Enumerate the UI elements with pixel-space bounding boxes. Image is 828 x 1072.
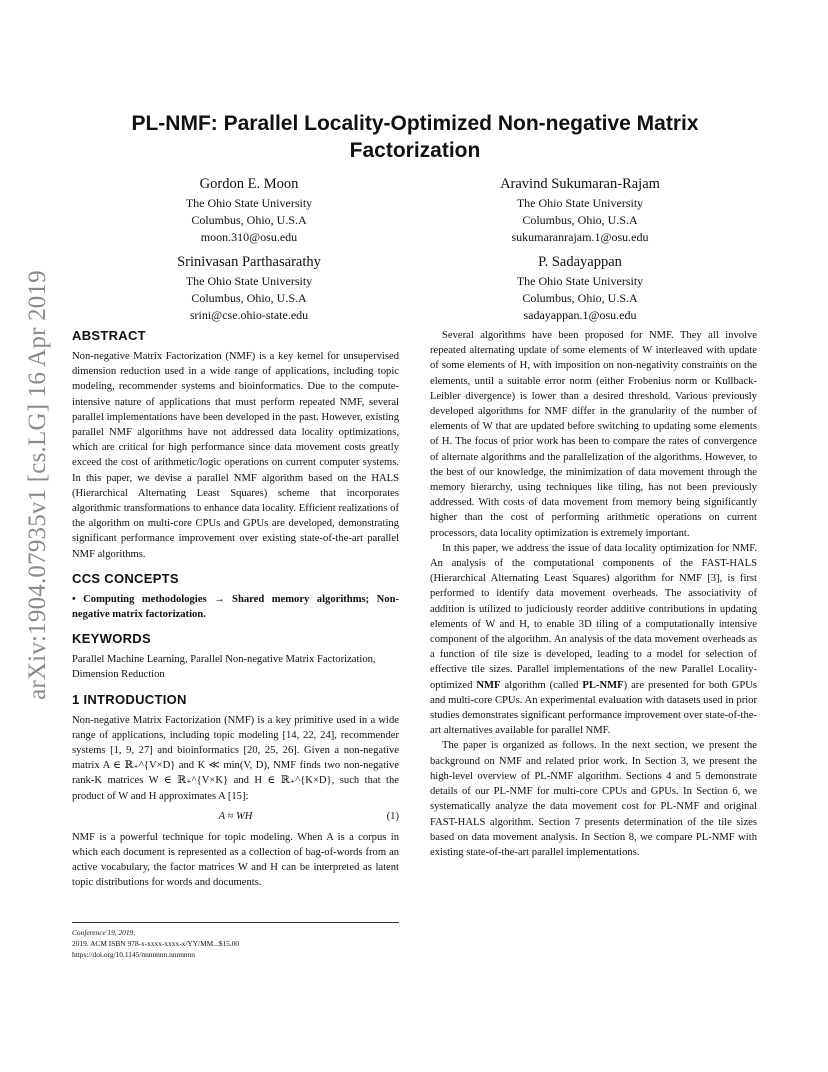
footnote-doi: https://doi.org/10.1145/nnnnnnn.nnnnnnn	[72, 950, 195, 959]
author-affiliation: The Ohio State University	[185, 274, 313, 288]
author-block-1	[114, 174, 384, 246]
author-email: sadayappan.1@osu.edu	[523, 308, 637, 322]
keywords-text: Parallel Machine Learning, Parallel Non-negative Matrix Factorization, Dimension Reduction	[72, 654, 376, 681]
author-location: Columbus, Ohio, U.S.A	[191, 213, 307, 227]
introduction-paragraph-2: NMF is a powerful technique for topic modeling. When A is a corpus in which each document is represented as a collection of bag-of-words from an active vocabulary, the factor matrices W and H can be interpreted as latent topic distributions for words and documents.	[72, 831, 399, 889]
right-paragraph-2-end: ) are presented for both GPUs and multi-core CPUs. An experimental evaluation with datasets used in prior studies demonstrates significant performance improvement over state-of-the-art alternatives available for parallel NMF.	[430, 679, 758, 737]
author-location: Columbus, Ohio, U.S.A	[522, 213, 638, 227]
right-paragraph-1: Several algorithms have been proposed for NMF. They all involve repeated alternating update of some elements of W interleaved with update of some elements of H, with imposition on non-negativity constraints on the elements, until a suitable error norm (either Frobenius norm or Kullback-Leibler divergence) is lower than a desired threshold. Various previously developed algorithms for NMF differ in the granularity of the number of elements of W that are updated before switching to updating some elements of H. The focus of prior work has been to compare the rates of convergence of alternate algorithms and the parallelization of the algorithms. However, to the best of our knowledge, the minimization of data movement through the memory hierarchy, using techniques like tiling, has not been previously addressed. With costs of data movement from memory being significantly higher than the cost of performing arithmetic operations on current processors, data locality optimization is extremely important.	[430, 330, 757, 539]
footnote	[72, 927, 399, 960]
ccs-heading: CCS CONCEPTS	[72, 570, 179, 586]
author-affiliation: The Ohio State University	[516, 274, 644, 288]
footnote-isbn: 2019. ACM ISBN 978-x-xxxx-xxxx-x/YY/MM...$15.00	[72, 939, 240, 948]
author-email: moon.310@osu.edu	[200, 230, 298, 244]
right-paragraph-2-start: In this paper, we address the issue of data locality optimization for NMF. An analysis of the computational components of the FAST-HALS (Hierarchical Alternating Least Squares) algorithm for NMF [3], is first performed to identify data movement overheads. The associativity of addition is utilized to judiciously reorder additive contributions in updating elements of W and H, to enable 3D tiling of a computationally intensive component of the algorithm. An analysis of the data movement overheads as a function of tile size is developed, leading to a model for selection of effective tile sizes. Parallel implementations of the new Parallel Locality-optimized	[430, 542, 757, 691]
introduction-paragraph-1: Non-negative Matrix Factorization (NMF) is a key primitive used in a wide range of applications, including topic modeling [14, 22, 24], recommender systems [1, 9, 27] and bioinformatics [20, 25, 26]. Given a non-negative matrix A ∈ ℝ₊^{V×D} and K ≪ min(V, D), NMF finds two non-negative rank-K matrices W ∈ ℝ₊^{V×K} and H ∈ ℝ₊^{K×D}, such that the product of W and H approximates A [15]:	[72, 714, 399, 802]
author-affiliation: The Ohio State University	[185, 196, 313, 210]
right-paragraph-2-bold-nmf: NMF	[476, 679, 501, 691]
footnote-rule	[72, 922, 399, 923]
equation-expression: A ≈ WH	[218, 810, 253, 822]
author-location: Columbus, Ohio, U.S.A	[191, 291, 307, 305]
author-name: Srinivasan Parthasarathy	[177, 254, 321, 270]
author-name: P. Sadayappan	[538, 254, 622, 270]
author-block-2	[445, 174, 715, 246]
footnote-conference: Conference'19, 2019,	[72, 928, 136, 937]
equation-number: (1)	[386, 810, 399, 822]
author-name: Gordon E. Moon	[199, 176, 299, 192]
right-paragraph-2-mid: algorithm (called	[500, 679, 583, 691]
author-email: sukumaranrajam.1@osu.edu	[511, 230, 649, 244]
right-column	[430, 328, 757, 860]
keywords-heading: KEYWORDS	[72, 631, 151, 647]
author-affiliation: The Ohio State University	[516, 196, 644, 210]
arxiv-stamp-text: arXiv:1904.07935v1 [cs.LG] 16 Apr 2019	[24, 270, 51, 700]
right-paragraph-2	[430, 541, 757, 739]
author-block-3	[114, 252, 384, 324]
author-location: Columbus, Ohio, U.S.A	[522, 291, 638, 305]
equation-1	[72, 808, 399, 826]
ccs-text: • Computing methodologies → Shared memory algorithms; Non-negative matrix factorization.	[72, 593, 399, 621]
right-paragraph-2-bold-plnmf: PL-NMF	[582, 679, 624, 691]
right-paragraph-3: The paper is organized as follows. In the next section, we present the background on NMF and related prior work. In Section 3, we present the high-level overview of PL-NMF algorithm. Sections 4 and 5 demonstrate details of our PL-NMF for multi-core CPUs and GPUs. In Section 6, we systematically analyze the data movement cost for PL-NMF and original FAST-HALS algorithm. Section 7 presents determination of the tile sizes based on data movement analysis. In Section 8, we compare PL-NMF with existing state-of-the-art parallel implementations.	[430, 740, 757, 858]
introduction-heading: 1 INTRODUCTION	[72, 691, 187, 707]
paper-title: PL-NMF: Parallel Locality-Optimized Non-negative Matrix Factorization	[131, 112, 699, 162]
introduction-section	[72, 692, 399, 891]
ccs-section	[72, 571, 399, 622]
author-block-4	[445, 252, 715, 324]
abstract-text: Non-negative Matrix Factorization (NMF) is a key kernel for unsupervised dimension reduction used in a wide range of applications, including topic modeling, recommender systems and bioinformatics. Due to the compute-intensive nature of applications that must perform repeated NMF, several parallel implementations have been developed in the past. However, existing parallel NMF algorithms have not addressed data locality optimizations, which are critical for high performance since data movement costs greatly exceed the cost of arithmetic/logic operations on current computer systems. In this paper, we devise a parallel NMF algorithm based on the HALS (Hierarchical Alternating Least Squares) scheme that incorporates algorithmic transformations to enhance data locality. Efficient realizations of the algorithm on multi-core CPUs and GPUs are developed, demonstrating significant performance improvement over existing state-of-the-art parallel NMF algorithms.	[72, 351, 399, 560]
abstract-heading: ABSTRACT	[72, 328, 146, 343]
left-column	[72, 328, 399, 891]
author-name: Aravind Sukumaran-Rajam	[500, 176, 660, 192]
author-email: srini@cse.ohio-state.edu	[189, 308, 309, 322]
arxiv-stamp	[18, 270, 58, 700]
keywords-section	[72, 631, 399, 682]
